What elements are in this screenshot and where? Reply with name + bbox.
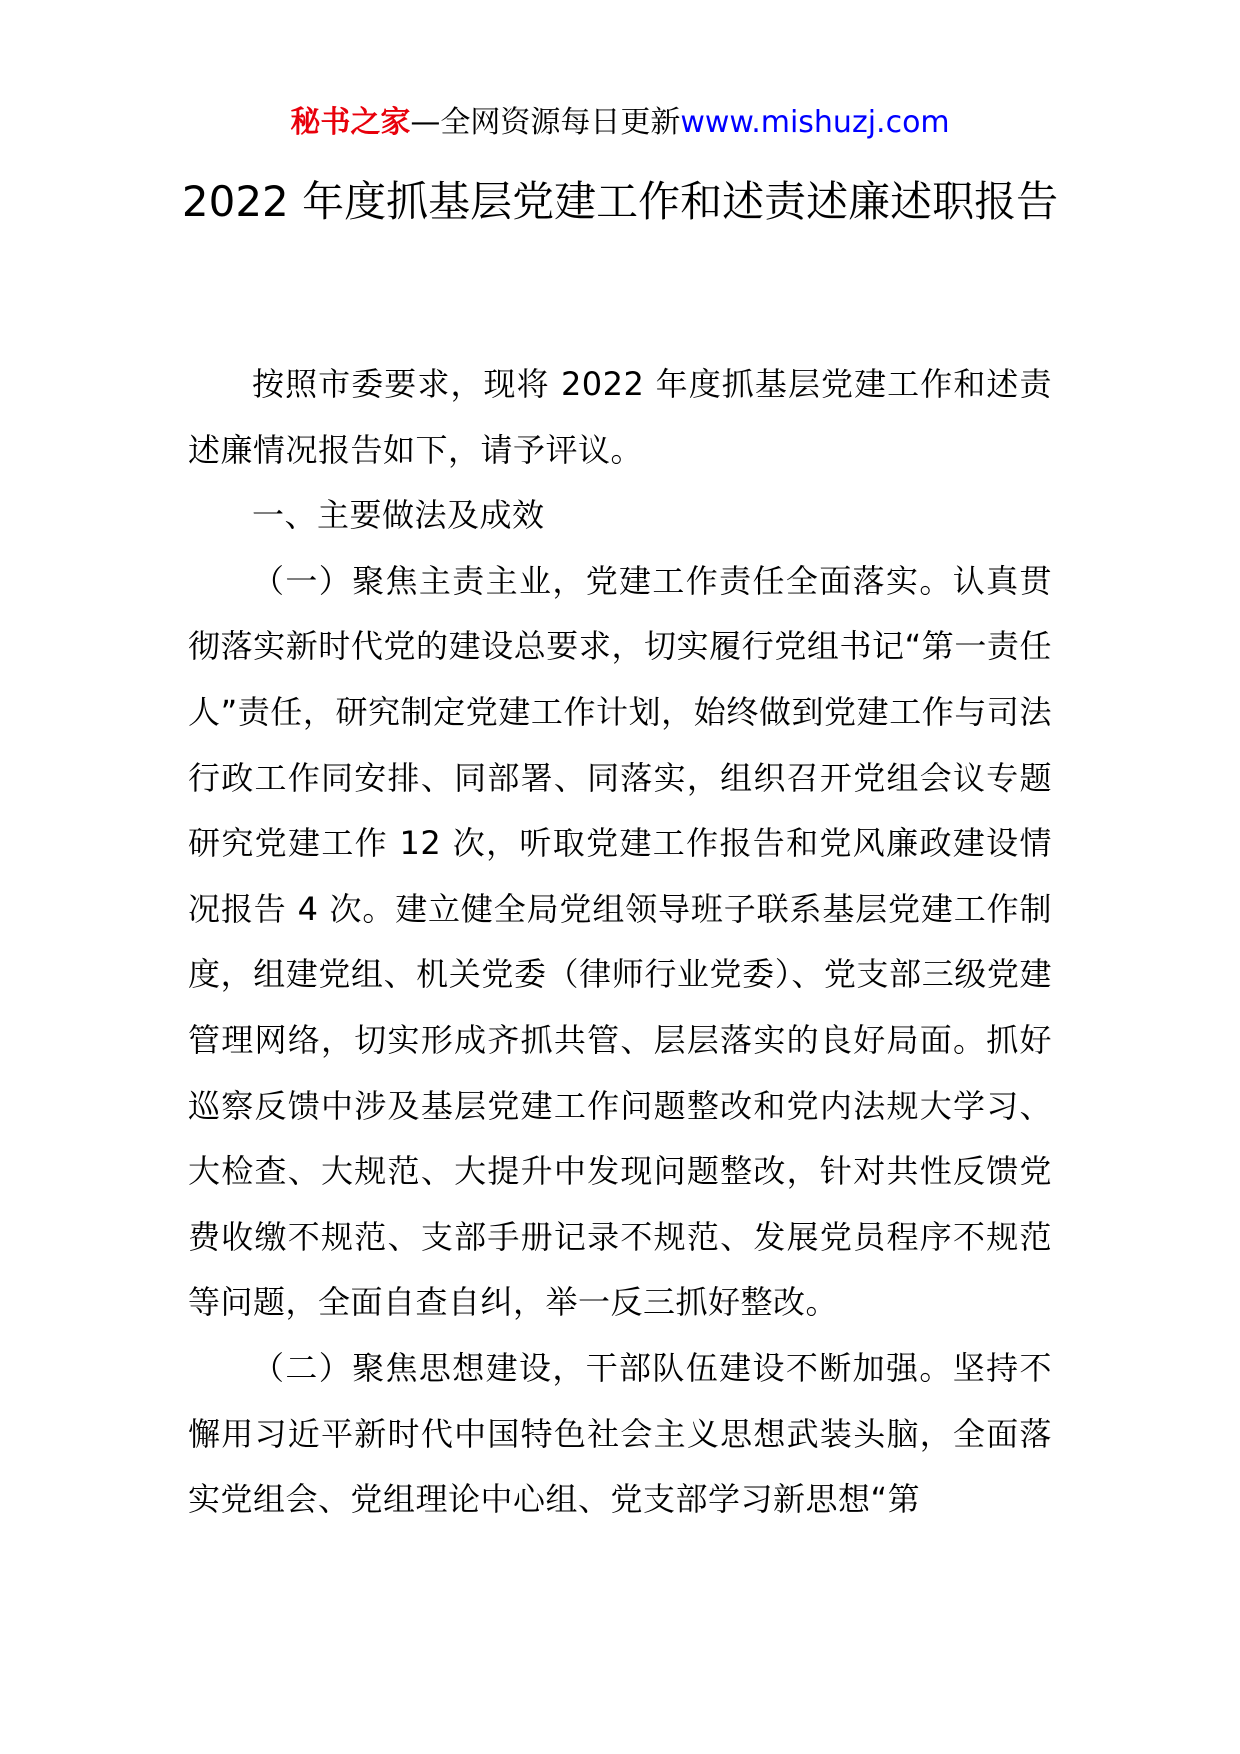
body-paragraph: （一）聚焦主责主业，党建工作责任全面落实。认真贯彻落实新时代党的建设总要求，切实履行党组书记“第一责任人”责任，研究制定党建工作计划，始终做到党建工作与司法行政工作同安排、同部署、同落实，组织召开党组会议专题研究党建工作 12 次，听取党建工作报告和党风廉政建设情况报告 4 次。建立健全局党组领导班子联系基层党建工作制度，组建党组、机关党委（律师行业党委）、党支部三级党建管理网络，切实形成齐抓共管、层层落实的良好局面。抓好巡察反馈中涉及基层党建工作问题整改和党内法规大学习、大检查、大规范、大提升中发现问题整改，针对共性反馈党费收缴不规范、支部手册记录不规范、发展党员程序不规范等问题，全面自查自纠，举一反三抓好整改。	[188, 561, 1052, 1322]
section-heading: 一、主要做法及成效	[252, 496, 545, 535]
intro-paragraph: 按照市委要求，现将 2022 年度抓基层党建工作和述责述廉情况报告如下，请予评议。	[188, 365, 1052, 469]
watermark-header	[0, 100, 1240, 146]
body-paragraph: （二）聚焦思想建设，干部队伍建设不断加强。坚持不懈用习近平新时代中国特色社会主义思想武装头脑，全面落实党组会、党组理论中心组、党支部学习新思想“第	[188, 1348, 1052, 1519]
header-slogan: —全网资源每日更新	[410, 105, 681, 140]
brand-name: 秘书之家	[290, 105, 411, 140]
document-body	[188, 352, 1052, 1533]
document-title: 2022 年度抓基层党建工作和述责述廉述职报告	[181, 177, 1059, 226]
site-url[interactable]: www.mishuzj.com	[680, 105, 950, 140]
